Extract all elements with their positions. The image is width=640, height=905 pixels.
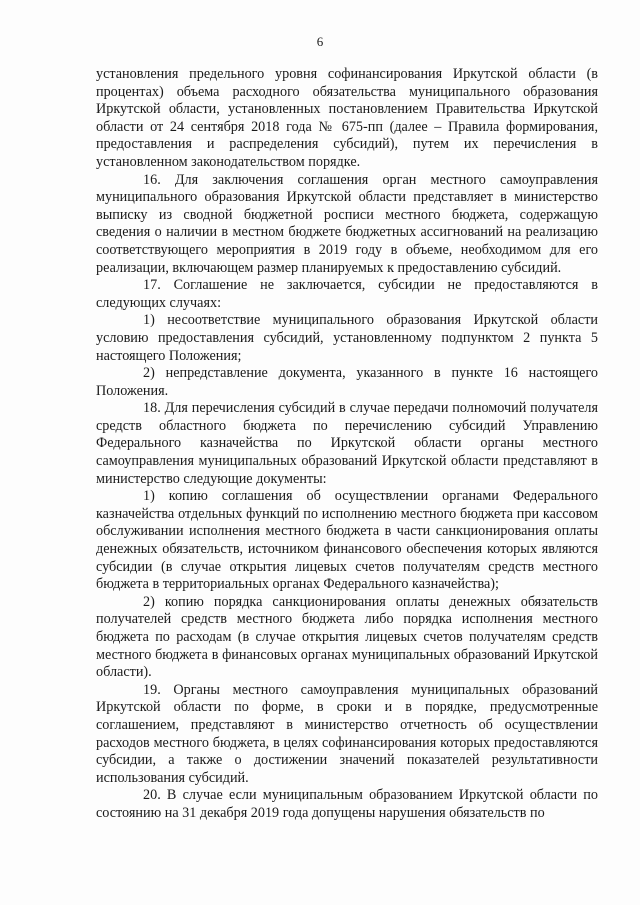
paragraph-17-item-2: 2) непредставление документа, указанного в пункте 16 настоящего Положения. — [96, 365, 598, 399]
paragraph-18: 18. Для перечисления субсидий в случае передачи полномочий получателя средств областного бюджета по перечислению субсидий Управлению Федерального казначейства по Иркутской области органы местного самоуправления муниципальных образований Иркутской области представляют в министерство следующие документы: — [96, 400, 598, 487]
paragraph-18-item-2: 2) копию порядка санкционирования оплаты денежных обязательств получателей средств местного бюджета либо порядка исполнения местного бюджета по расходам (в случае открытия лицевых счетов получателям средств местного бюджета в финансовых органах муниципальных образований Иркутской области). — [96, 593, 598, 681]
paragraph-18-item-1: 1) копию соглашения об осуществлении органами Федерального казначейства отдельных функций по исполнению местного бюджета при кассовом обслуживании исполнения местного бюджета в части санкционирования оплаты денежных обязательств, источником финансового обеспечения которых являются субсидии (в случае открытия лицевых счетов получателям средств местного бюджета в территориальных органах Федерального казначейства); — [96, 488, 598, 593]
paragraph-17: 17. Соглашение не заключается, субсидии не предоставляются в следующих случаях: — [96, 277, 598, 311]
paragraph-20: 20. В случае если муниципальным образованием Иркутской области по состоянию на 31 декабря 2019 года допущены нарушения обязательств по — [96, 787, 598, 821]
paragraph-17-item-1: 1) несоответствие муниципального образования Иркутской области условию предоставления субсидий, установленному подпунктом 2 пункта 5 настоящего Положения; — [96, 312, 598, 364]
paragraph-19: 19. Органы местного самоуправления муниципальных образований Иркутской области по форме, в сроки и в порядке, предусмотренные соглашением, представляют в министерство отчетность об осуществлении расходов местного бюджета, в целях софинансирования которых предоставляются субсидии, а также о достижении значений показателей результативности использования субсидий. — [96, 681, 598, 786]
paragraph-16: 16. Для заключения соглашения орган местного самоуправления муниципального образования Иркутской области представляет в министерство выписку из сводной бюджетной росписи местного бюджета, содержащую сведения о наличии в местном бюджете бюджетных ассигнований на реализацию соответствующего мероприятия в 2019 году в объеме, необходимом для его реализации, включающем размер планируемых к предоставлению субсидий. — [96, 171, 598, 276]
paragraph-continuation: установления предельного уровня софинансирования Иркутской области (в процентах) объема расходного обязательства муниципального образования Иркутской области, установленных постановлением Правительства Иркутской области от 24 сентября 2018 года № 675-пп (далее – Правила формирования, предоставления и распределения субсидий), путем их перечисления в установленном законодательством порядке. — [96, 66, 598, 170]
page-number: 6 — [316, 34, 324, 49]
document-body — [96, 66, 598, 823]
